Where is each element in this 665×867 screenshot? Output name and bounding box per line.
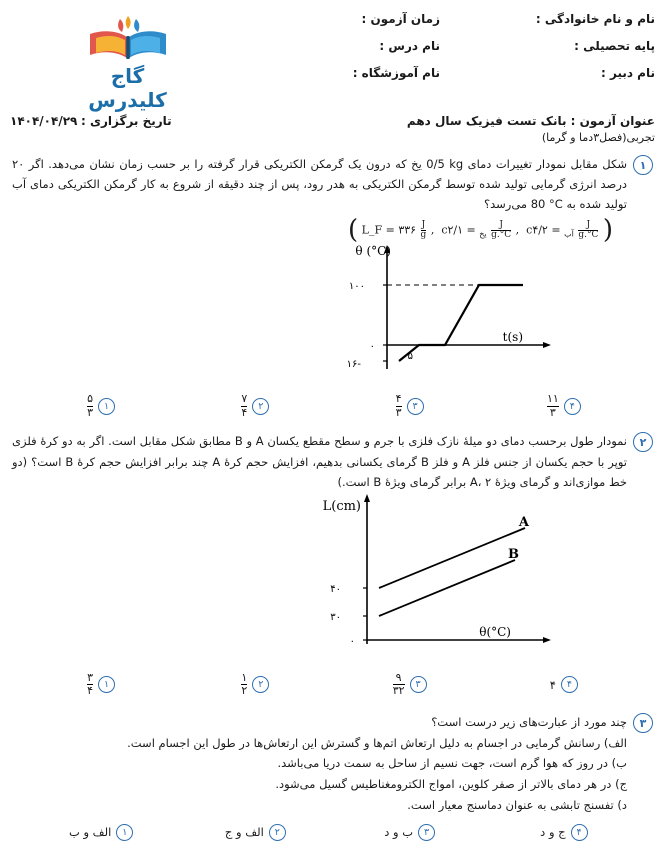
choice-value: $\frac{۱۱}{۳}$	[546, 392, 559, 419]
formula-cwater-value: ۴/۲	[532, 223, 548, 237]
question-number: ۳	[633, 713, 653, 733]
choice-number: ۴	[561, 676, 578, 693]
choice-value: $\frac{۷}{۴}$	[241, 392, 248, 419]
question-2-chart	[12, 492, 627, 672]
question-1-chart	[12, 241, 627, 389]
header-fields-middle	[245, 8, 440, 112]
y-axis-label: L(cm)	[322, 498, 361, 514]
question-2	[0, 419, 665, 671]
page-header	[0, 0, 665, 114]
question-3	[0, 698, 665, 815]
statement-alef: الف) رسانش گرمایی در اجسام به دلیل ارتعاش اتم‌ها و گسترش این ارتعاش‌ها در طول این اجسام است.	[127, 735, 627, 750]
series-label-b: B	[508, 546, 519, 562]
formula-cice-symbol: c	[441, 223, 448, 237]
choice-number: ۲	[252, 676, 269, 693]
choice-2-2[interactable]	[178, 672, 332, 698]
series-label-a: A	[518, 514, 529, 530]
temperature-time-graph	[327, 241, 627, 389]
choice-value: $\frac{۴}{۳}$	[395, 392, 402, 419]
exam-title-label: عنوان آزمون :	[566, 114, 655, 128]
choice-3-2[interactable]	[178, 824, 332, 841]
publisher-logo	[10, 8, 245, 112]
open-book-icon	[82, 10, 174, 66]
choice-3-4[interactable]	[487, 824, 641, 841]
choice-value: ب و د	[384, 825, 414, 840]
choice-2-3[interactable]	[333, 672, 487, 698]
length-temperature-graph	[307, 492, 627, 672]
question-1	[0, 144, 665, 389]
formula-cwater-symbol: c	[526, 223, 533, 237]
x-axis-label: t(s)	[502, 330, 523, 345]
question-3-choices	[0, 816, 665, 841]
choice-number: ۳	[410, 676, 427, 693]
x-axis-label: θ(°C)	[479, 624, 511, 639]
formula-cwater-unit: $\frac{J}{g.^\circ C}$	[578, 219, 599, 241]
choice-number: ۱	[98, 398, 115, 415]
formula-lf-symbol: L_F	[361, 223, 383, 237]
choice-value: الف و ج	[224, 825, 264, 840]
question-1-formula: ( L_F = ۳۳۶ $\frac{J}{g}$ , c $_{یخ}$ = ۲/۱ $\frac{J}{g.^\circ C}$ , c $_{آب}$ = ۴/۲ $\frac{J}{g.^\circ C}$ )	[348, 215, 613, 246]
y-tick-100: ۱۰۰	[348, 281, 365, 293]
question-2-choices	[0, 672, 665, 698]
x-tick-5: ۵	[407, 351, 413, 363]
choice-value: ۴	[549, 677, 556, 692]
choice-3-1[interactable]	[24, 824, 178, 841]
formula-cice-value: ۲/۱	[447, 223, 464, 237]
choice-value: $\frac{۱}{۲}$	[241, 670, 248, 698]
question-text: شکل مقابل نمودار تغییرات دمای ‎0/5 kg‎ یخ که درون یک گرمکن الکتریکی قرار گرفته را بر حسب زمان نشان می‌دهد. اگر ۲۰ درصد انرژی گرمایی تولید شده توسط گرمکن الکتریکی به هدر رود، پس از چند دقیقه از شروع به کار گرمکن الکتریکی دمای آب تولید شده به ‎80 °C‎ می‌رسد؟	[12, 157, 627, 212]
field-teacher-name: نام دبیر :	[601, 66, 655, 80]
logo-text: گاج کلیدرس	[88, 64, 167, 112]
field-exam-time: زمان آزمون :	[361, 12, 440, 26]
question-text: نمودار طول برحسب دمای دو میلۀ نازک فلزی با جرم و سطح مقطع یکسان A و B مطابق شکل مقابل است. اگر به دو کرۀ فلزی توپر با حجم یکسان از جنس فلز A و فلز B گرمای یکسانی بدهیم، افزایش حجم کرۀ A چند برابر افزایش حجم کرۀ B است؟ (دو خط موازی‌اند و گرمای ویژۀ A، ۲ برابر گرمای ویژۀ B است.)	[12, 434, 627, 489]
statement-jim: ج) در هر دمای بالاتر از صفر کلوین، امواج الکترومغناطیس گسیل می‌شود.	[275, 777, 627, 792]
field-course-name: نام درس :	[379, 39, 440, 53]
choice-1-2[interactable]	[178, 393, 332, 419]
exam-date-label: تاریخ برگزاری :	[81, 114, 172, 128]
choice-2-1[interactable]	[24, 672, 178, 698]
formula-lf-value: ۳۳۶	[398, 223, 417, 237]
choice-number: ۴	[564, 398, 581, 415]
exam-date-value: ۱۴۰۴/۰۴/۲۹	[10, 114, 78, 128]
question-number: ۱	[633, 155, 653, 175]
y-tick-0: ۰	[369, 341, 375, 353]
header-fields-right	[440, 8, 655, 112]
formula-cwater-sub: آب	[564, 229, 574, 239]
choice-2-4[interactable]	[487, 672, 641, 698]
exam-info	[0, 114, 665, 144]
y-tick-0: ۰	[349, 635, 355, 647]
choice-number: ۲	[269, 824, 286, 841]
choice-number: ۳	[407, 398, 424, 415]
choice-value: $\frac{۵}{۳}$	[87, 392, 94, 419]
y-axis-label: θ (°C)	[355, 244, 391, 259]
statement-be: ب) در روز که هوا گرم است، جهت نسیم از ساحل به سمت دریا می‌باشد.	[277, 756, 627, 771]
field-grade: پایه تحصیلی :	[574, 39, 655, 53]
choice-number: ۲	[252, 398, 269, 415]
statement-dal: د) تفسنج تابشی به عنوان دماسنج معیار است.	[407, 797, 627, 812]
choice-number: ۳	[418, 824, 435, 841]
question-number: ۲	[633, 432, 653, 452]
y-tick-neg16: -۱۶	[346, 359, 361, 371]
formula-lf-unit: $\frac{J}{g}$	[420, 219, 427, 241]
y-tick-40: ۴۰	[330, 583, 341, 595]
choice-value: $\frac{۹}{۳۲}$	[392, 670, 405, 698]
question-text: چند مورد از عبارت‌های زیر درست است؟	[431, 715, 627, 730]
choice-value: الف و ب	[68, 825, 112, 840]
choice-1-4[interactable]	[487, 393, 641, 419]
choice-number: ۱	[116, 824, 133, 841]
choice-3-3[interactable]	[333, 824, 487, 841]
y-tick-30: ۳۰	[330, 611, 341, 623]
choice-number: ۱	[98, 676, 115, 693]
field-school-name: نام آموزشگاه :	[352, 66, 440, 80]
choice-1-1[interactable]	[24, 393, 178, 419]
exam-title-value: بانک تست فیزیک سال دهم	[406, 114, 567, 128]
field-student-name: نام و نام خانوادگی :	[535, 12, 655, 26]
choice-value: ج و د	[540, 825, 566, 840]
choice-number: ۴	[571, 824, 588, 841]
choice-value: $\frac{۳}{۴}$	[87, 670, 94, 698]
choice-1-3[interactable]	[333, 393, 487, 419]
formula-cice-sub: یخ	[479, 229, 487, 239]
question-1-choices	[0, 389, 665, 419]
exam-subtitle: تجربی(فصل۳دما و گرما)	[541, 131, 655, 144]
formula-cice-unit: $\frac{J}{g.^\circ C}$	[491, 219, 512, 241]
